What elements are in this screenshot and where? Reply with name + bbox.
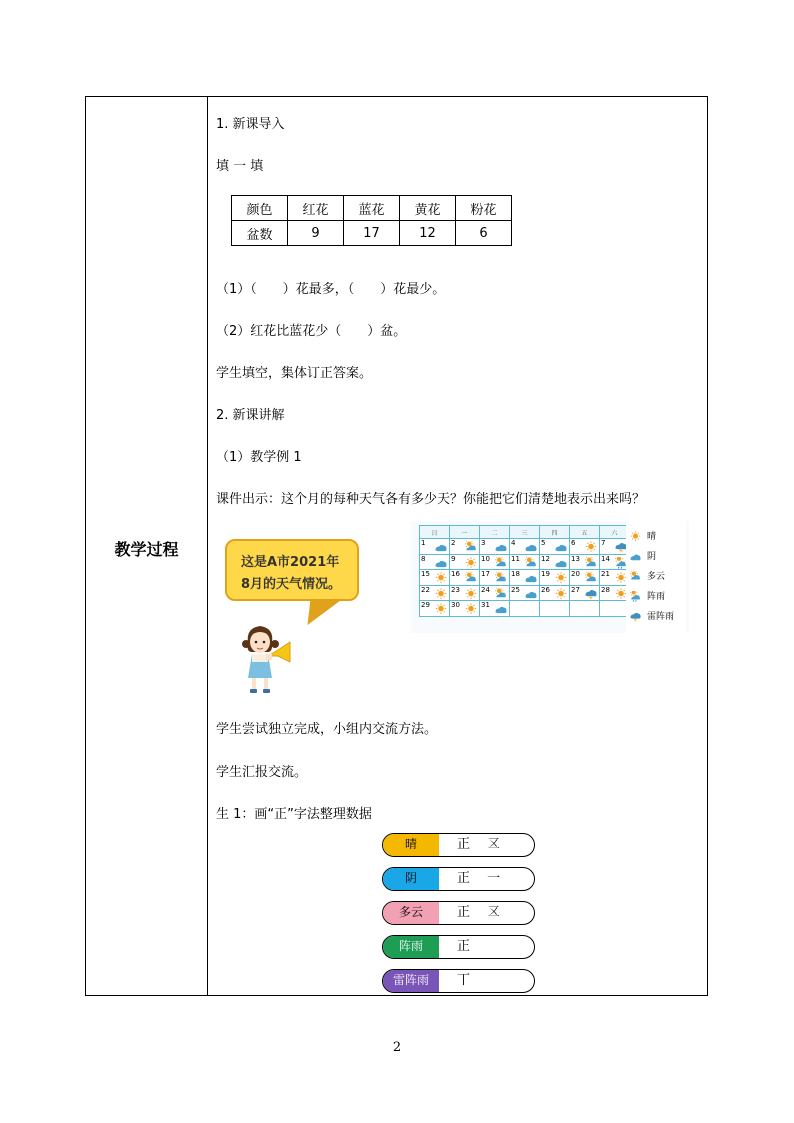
calendar-weather bbox=[495, 603, 507, 617]
calendar-day-number: 2 bbox=[451, 539, 456, 547]
calendar-day-number: 20 bbox=[571, 570, 580, 578]
weather-calendar bbox=[411, 521, 689, 633]
calendar-weather bbox=[585, 572, 597, 586]
calendar-day-number: 28 bbox=[601, 585, 610, 594]
tally-label: 阴 bbox=[383, 868, 439, 890]
sunny-weather-icon bbox=[585, 541, 597, 553]
calendar-day-number: 23 bbox=[451, 585, 460, 594]
calendar-day bbox=[570, 554, 600, 570]
calendar-day-number: 6 bbox=[571, 539, 576, 547]
girl-with-megaphone-icon bbox=[238, 622, 298, 697]
sunny-weather-icon bbox=[465, 557, 477, 569]
calendar-weekday: 三 bbox=[510, 526, 540, 539]
tally-marks: 丅 bbox=[457, 973, 471, 988]
table-cell: 17 bbox=[344, 221, 400, 246]
calendar-day-number: 14 bbox=[601, 554, 610, 563]
legend-label: 阴 bbox=[647, 552, 657, 562]
sunny-weather-icon bbox=[555, 588, 567, 600]
table-cell: 盆数 bbox=[232, 221, 288, 246]
legend-label: 多云 bbox=[647, 572, 666, 582]
fill-in-title: 填 一 填 bbox=[216, 159, 264, 174]
calendar-weekday-row bbox=[420, 526, 630, 539]
calendar-day-number: 26 bbox=[541, 585, 550, 594]
student-report-note: 学生汇报交流。 bbox=[216, 765, 308, 780]
calendar-day bbox=[540, 539, 570, 555]
speech-bubble-tail bbox=[295, 599, 342, 625]
flower-table bbox=[231, 195, 512, 246]
tally-marks: 正 𠄡 bbox=[457, 837, 501, 852]
calendar-weather bbox=[555, 572, 567, 586]
calendar-day bbox=[510, 539, 540, 555]
calendar-weekday: 六 bbox=[600, 526, 630, 539]
sunny-weather-icon bbox=[630, 531, 641, 542]
left-column bbox=[86, 97, 208, 995]
calendar-weather bbox=[525, 588, 537, 602]
calendar-weekday: 五 bbox=[570, 526, 600, 539]
calendar-week-row bbox=[420, 539, 630, 555]
calendar-day bbox=[420, 539, 450, 555]
calendar-day bbox=[450, 601, 480, 617]
calendar-weather bbox=[525, 541, 537, 555]
calendar-day-number: 30 bbox=[451, 601, 460, 609]
student-fill-note: 学生填空，集体订正答案。 bbox=[216, 366, 373, 381]
partly-weather-icon bbox=[630, 571, 641, 582]
tally-marks: 正 一 bbox=[457, 871, 501, 886]
calendar-day bbox=[570, 601, 600, 617]
calendar-day-number: 13 bbox=[571, 554, 580, 563]
calendar-day bbox=[570, 539, 600, 555]
calendar-day bbox=[480, 570, 510, 586]
calendar-day bbox=[450, 539, 480, 555]
calendar-day bbox=[540, 570, 570, 586]
calendar-weather bbox=[495, 541, 507, 555]
calendar-day bbox=[540, 554, 570, 570]
calendar-weather bbox=[465, 557, 477, 571]
speech-bubble bbox=[225, 539, 359, 601]
calendar-day bbox=[540, 585, 570, 601]
calendar-day bbox=[510, 601, 540, 617]
bubble-line-2: 8月的天气情况。 bbox=[241, 577, 342, 592]
legend-item bbox=[630, 609, 674, 622]
section-label: 教学过程 bbox=[114, 540, 179, 559]
calendar-day-number: 4 bbox=[511, 539, 516, 547]
cloudy-weather-icon bbox=[555, 557, 567, 569]
partly-weather-icon bbox=[495, 572, 507, 584]
calendar-day-number: 25 bbox=[511, 585, 520, 594]
calendar-weather bbox=[435, 572, 447, 586]
partly-weather-icon bbox=[525, 557, 537, 569]
calendar-weather bbox=[435, 541, 447, 555]
cloudy-weather-icon bbox=[525, 588, 537, 600]
calendar-day-number: 1 bbox=[421, 539, 426, 547]
page-number: 2 bbox=[392, 1040, 402, 1055]
cloudy-weather-icon bbox=[435, 557, 447, 569]
calendar-day bbox=[480, 585, 510, 601]
calendar-day-number: 16 bbox=[451, 570, 460, 578]
tally-label: 阵雨 bbox=[383, 936, 439, 958]
table-cell: 9 bbox=[288, 221, 344, 246]
partly-weather-icon bbox=[465, 572, 477, 584]
legend-item bbox=[630, 529, 656, 542]
cloudy-weather-icon bbox=[495, 603, 507, 615]
calendar-weather bbox=[435, 603, 447, 617]
cloudy-weather-icon bbox=[495, 541, 507, 553]
bubble-line-1: 这是A市2021年 bbox=[241, 555, 340, 570]
legend-item bbox=[630, 569, 665, 582]
calendar-day bbox=[480, 554, 510, 570]
calendar-weather bbox=[465, 572, 477, 586]
calendar-day bbox=[600, 570, 630, 586]
calendar-weather bbox=[465, 541, 477, 555]
tally-label: 多云 bbox=[383, 902, 439, 924]
calendar-week-row bbox=[420, 554, 630, 570]
calendar-day-number: 27 bbox=[571, 585, 580, 594]
tally-bar bbox=[382, 969, 535, 993]
partly-weather-icon bbox=[465, 541, 477, 553]
calendar-day bbox=[600, 585, 630, 601]
calendar-day-number: 9 bbox=[451, 554, 456, 563]
calendar-day-number: 29 bbox=[421, 601, 430, 609]
sunny-weather-icon bbox=[435, 572, 447, 584]
calendar-day-number: 15 bbox=[421, 570, 430, 578]
tally-bar bbox=[382, 901, 535, 925]
calendar-day-number: 5 bbox=[541, 539, 546, 547]
shower-weather-icon bbox=[630, 591, 641, 602]
cloudy-weather-icon bbox=[525, 572, 537, 584]
calendar-day bbox=[570, 585, 600, 601]
thunder-weather-icon bbox=[630, 611, 641, 622]
tally-marks: 正 bbox=[457, 939, 471, 954]
calendar-weather bbox=[555, 588, 567, 602]
question-2: （2）红花比蓝花少（ ）盆。 bbox=[216, 324, 407, 339]
calendar-day-number: 10 bbox=[481, 554, 490, 563]
calendar-day bbox=[420, 601, 450, 617]
calendar-day bbox=[450, 585, 480, 601]
calendar-weather bbox=[495, 557, 507, 571]
sunny-weather-icon bbox=[465, 603, 477, 615]
calendar-day-number: 19 bbox=[541, 570, 550, 578]
weather-legend bbox=[626, 521, 686, 633]
calendar-day bbox=[450, 554, 480, 570]
tally-marks: 正 𠄡 bbox=[457, 905, 501, 920]
heading-new-lesson-intro: 1. 新课导入 bbox=[216, 117, 285, 132]
calendar-day bbox=[480, 601, 510, 617]
calendar-weather bbox=[585, 541, 597, 555]
cloudy-weather-icon bbox=[525, 541, 537, 553]
calendar-weather bbox=[465, 588, 477, 602]
table-cell: 蓝花 bbox=[344, 196, 400, 221]
calendar-day bbox=[420, 570, 450, 586]
calendar-weather bbox=[555, 541, 567, 555]
calendar-day bbox=[510, 585, 540, 601]
calendar-day bbox=[600, 601, 630, 617]
calendar-day-number: 18 bbox=[511, 570, 520, 578]
legend-item bbox=[630, 589, 665, 602]
table-cell: 颜色 bbox=[232, 196, 288, 221]
calendar-weekday: 二 bbox=[480, 526, 510, 539]
legend-label: 阵雨 bbox=[647, 592, 666, 602]
calendar-weather bbox=[585, 588, 597, 602]
cloudy-weather-icon bbox=[435, 541, 447, 553]
calendar-grid bbox=[419, 525, 630, 617]
calendar-day-number: 24 bbox=[481, 585, 490, 594]
calendar-weather bbox=[555, 557, 567, 571]
calendar-weather bbox=[585, 557, 597, 571]
tally-bar bbox=[382, 867, 535, 891]
calendar-day bbox=[480, 539, 510, 555]
partly-weather-icon bbox=[585, 557, 597, 569]
courseware-question: 课件出示：这个月的每种天气各有多少天？你能把它们清楚地表示出来吗？ bbox=[216, 492, 646, 507]
partly-weather-icon bbox=[495, 588, 507, 600]
calendar-day bbox=[420, 585, 450, 601]
calendar-weekday: 一 bbox=[450, 526, 480, 539]
partly-weather-icon bbox=[495, 557, 507, 569]
thunder-weather-icon bbox=[585, 588, 597, 600]
calendar-day bbox=[600, 539, 630, 555]
calendar-day-number: 11 bbox=[511, 554, 520, 563]
calendar-day bbox=[450, 570, 480, 586]
lesson-table bbox=[85, 96, 708, 996]
example-1-heading: （1）教学例 1 bbox=[216, 450, 302, 465]
calendar-day bbox=[510, 554, 540, 570]
calendar-day-number: 3 bbox=[481, 539, 486, 547]
calendar-weekday: 日 bbox=[420, 526, 450, 539]
calendar-day bbox=[570, 570, 600, 586]
student-1-method: 生 1：画“正”字法整理数据 bbox=[216, 807, 372, 822]
calendar-day bbox=[600, 554, 630, 570]
calendar-weather bbox=[435, 557, 447, 571]
table-cell: 黄花 bbox=[400, 196, 456, 221]
calendar-day bbox=[510, 570, 540, 586]
calendar-weather bbox=[525, 572, 537, 586]
calendar-day-number: 22 bbox=[421, 585, 430, 594]
calendar-weekday: 四 bbox=[540, 526, 570, 539]
calendar-weather bbox=[435, 588, 447, 602]
flower-table-data-row bbox=[232, 221, 512, 246]
cloudy-weather-icon bbox=[555, 541, 567, 553]
calendar-weather bbox=[465, 603, 477, 617]
calendar-day-number: 12 bbox=[541, 554, 550, 563]
calendar-week-row bbox=[420, 601, 630, 617]
cloudy-weather-icon bbox=[630, 551, 641, 562]
calendar-weather bbox=[495, 572, 507, 586]
table-cell: 6 bbox=[456, 221, 512, 246]
tally-label: 晴 bbox=[383, 834, 439, 856]
calendar-day bbox=[540, 601, 570, 617]
legend-label: 雷阵雨 bbox=[647, 612, 675, 622]
calendar-week-row bbox=[420, 585, 630, 601]
calendar-day-number: 7 bbox=[601, 539, 606, 547]
calendar-week-row bbox=[420, 570, 630, 586]
sunny-weather-icon bbox=[465, 588, 477, 600]
sunny-weather-icon bbox=[435, 603, 447, 615]
tally-bar bbox=[382, 935, 535, 959]
partly-weather-icon bbox=[585, 572, 597, 584]
calendar-day-number: 17 bbox=[481, 570, 490, 578]
calendar-day-number: 31 bbox=[481, 601, 490, 609]
question-1: （1）（ ）花最多，（ ）花最少。 bbox=[216, 282, 446, 297]
legend-label: 晴 bbox=[647, 532, 657, 542]
sunny-weather-icon bbox=[435, 588, 447, 600]
table-cell: 红花 bbox=[288, 196, 344, 221]
calendar-weather bbox=[495, 588, 507, 602]
legend-item bbox=[630, 549, 656, 562]
content-column bbox=[208, 97, 707, 995]
heading-new-lesson-explain: 2. 新课讲解 bbox=[216, 408, 285, 423]
table-cell: 12 bbox=[400, 221, 456, 246]
table-cell: 粉花 bbox=[456, 196, 512, 221]
student-attempt-note: 学生尝试独立完成，小组内交流方法。 bbox=[216, 722, 438, 737]
calendar-day-number: 21 bbox=[601, 570, 610, 578]
calendar-weather bbox=[525, 557, 537, 571]
calendar-day bbox=[420, 554, 450, 570]
calendar-day-number: 8 bbox=[421, 554, 426, 563]
sunny-weather-icon bbox=[555, 572, 567, 584]
flower-table-header-row bbox=[232, 196, 512, 221]
tally-bar bbox=[382, 833, 535, 857]
tally-label: 雷阵雨 bbox=[383, 970, 439, 992]
